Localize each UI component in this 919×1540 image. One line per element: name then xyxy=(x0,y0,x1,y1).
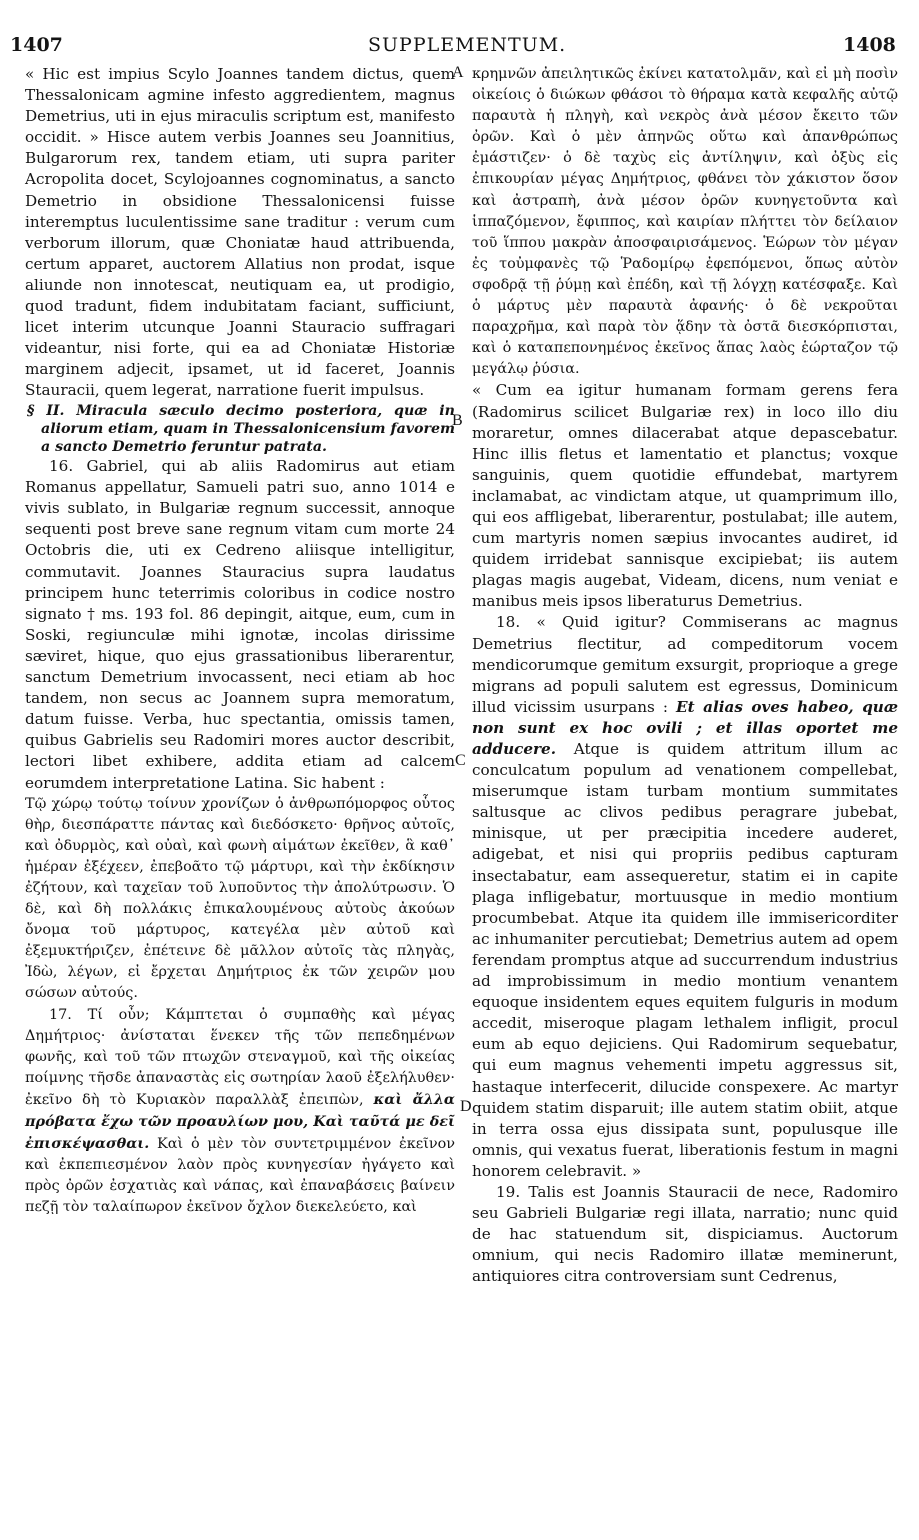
page-number-left: 1407 xyxy=(10,34,63,56)
paragraph-19: 19. Talis est Joannis Stauracii de nece, Radomiro seu Gabrieli Bulgariæ regi illata, narratio; nunc quid de hac statuendum sit, dispiciamus. Auctorum omnium, qui necis Radomiro illatæ meminerunt, antiquiores citra controversiam sunt Cedrenus, xyxy=(472,1182,898,1286)
page-number-right: 1408 xyxy=(843,34,896,56)
paragraph-16: 16. Gabriel, qui ab aliis Radomirus aut etiam Romanus appellatur, Samueli patri suo, anno 1014 e vivis sublato, in Bulgariæ regnum successit, annoque sequenti post breve sane regnum vitam cum morte 24 Octobris die, uti ex Cedreno aliisque intelligitur, commutavit. Joannes Stauracius supra laudatus principem hunc teterrimis coloribus in codice nostro signato † ms. 193 fol. 86 depingit, aitque, eum, cum in Soski, regiunculæ mihi ignotæ, incolas dirissime sæviret, hique, quo ejus grassationibus liberarentur, sanctum Demetrium invocassent, neci etiam ab hoc tandem, non secus ac Joannem supra memoratum, datum fuisse. Verba, huc spectantia, omissis tamen, quibus Gabrielis seu Radomiri mores auctor describit, lectori libet exhibere, addita etiam ad calcem eorumdem interpretatione Latina. Sic habent : xyxy=(25,457,455,792)
margin-marker-b: B xyxy=(452,412,463,429)
section-heading: § II. Miracula sæculo decimo posteriora, quæ in aliorum etiam, quam in Thessalonicensium favorem a sancto Demetrio feruntur patrata. xyxy=(27,402,456,455)
left-column xyxy=(25,64,455,1218)
paragraph-18 xyxy=(472,612,898,1182)
paragraph-latin-translation: « Cum ea igitur humanam formam gerens fera (Radomirus scilicet Bulgariæ rex) in loco illo diu moraretur, omnes dilacerabat atque depascebatur. Hinc illis fletus et lamentatio et planctus; voxque sanguinis, quem quotidie effundebat, martyrem inclamabat, ac vindictam atque, ut quamprimum illo, qui eos affligebat, liberarentur, postulabat; ille autem, cum martyris nomen sæpius invocantes audiret, id quidem irridebat sannisque excipiebat; iis autem plagas magis augebat, Videam, dicens, num veniat e manibus meis ipsos liberaturus Demetrius. xyxy=(472,381,898,611)
margin-marker-d: D xyxy=(460,1098,472,1115)
paragraph-18-text-a: 18. « Quid igitur? Commiserans ac magnus Demetrius flectitur, ad compeditorum vocem mendicorumque gemitum exsurgit, proprioque a grege migrans ad populi salutem est egressus, Dominicum illud vicissim usurpans : xyxy=(472,613,898,716)
right-column xyxy=(472,64,898,1287)
paragraph-intro: « Hic est impius Scylo Joannes tandem dictus, quem Thessalonicam agmine infesto aggredientem, magnus Demetrius, uti in ejus miraculis scriptum est, manifesto occidit. » Hisce autem verbis Joannes seu Joannitius, Bulgarorum rex, tandem etiam, uti supra pariter Acropolita docet, Scylojoannes cognominatus, a sancto Demetrio in obsidione Thessalonicensi fuisse interemptus luculentissime sane traditur : verum cum verborum illorum, quæ Choniatæ haud attribuenda, certum apparet, auctorem Allatius non prodat, isque aliunde non innotescat, neutiquam ea, ut prodigio, quod tradunt, fidem indubitatam faciant, sufficiunt, licet interim utcunque Joanni Stauracio suffragari videantur, nisi forte, qui ea ad Choniatæ Historiæ marginem adjecit, ipsamet, ut id faceret, Joannis Stauracii, quem legerat, narratione fuerit impulsus. xyxy=(25,65,455,400)
page-header xyxy=(0,0,919,56)
paragraph-17-text-a: 17. Τί οὖν; Κάμπτεται ὁ συμπαθὴς καὶ μέγας Δημήτριος· ἀνίσταται ἕνεκεν τῆς τῶν πεπεδημένων φωνῆς, καὶ τοῦ τῶν πτωχῶν στεναγμοῦ, καὶ τῆς οἰκείας ποίμνης τῆσδε ἀπαναστὰς εἰς σωτηρίαν λαοῦ ἐξελήλυθεν· ἐκεῖνο δὴ τὸ Κυριακὸν παραλλὰξ ἐπειπὼν, xyxy=(25,1006,455,1108)
margin-marker-a: A xyxy=(452,64,464,81)
paragraph-18-quote: Et alias oves habeo, quæ non sunt ex hoc ovili ; et illas oportet me adducere. xyxy=(472,697,899,758)
paragraph-17-text-b: Καὶ ὁ μὲν τὸν συντετριμμένον ἐκεῖνον καὶ ἐκπεπιεσμένον λαὸν πρὸς κυνηγεσίαν ἠγάγετο καὶ πρὸς ὀρῶν ἐσχατιὰς καὶ νάπας, καὶ ἐπαναβάσεις βαίνειν πεζῇ τὸν ταλαίπωρον ἐκεῖνον ὄχλον διεκελεύετο, καὶ xyxy=(25,1136,455,1216)
paragraph-16-greek: Τῷ χώρῳ τούτῳ τοίνυν χρονίζων ὁ ἀνθρωπόμορφος οὗτος θὴρ, διεσπάραττε πάντας καὶ διεδόσκετο· θρῆνος αὐτοῖς, καὶ ὀδυρμὸς, καὶ οὐαὶ, καὶ φωνὴ αἱμάτων ἐκεῖθεν, ἃ καθ᾽ ἡμέραν ἐξέχεεν, ἐπεβοᾶτο τῷ μάρτυρι, καὶ τὴν ἐκδίκησιν ἐζήτουν, καὶ ταχεῖαν τοῦ λυποῦντος τὴν ἀπολύτρωσιν. Ὁ δὲ, καὶ δὴ πολλάκις ἐπικαλουμένους αὐτοὺς ἀκούων ὄνομα τοῦ μάρτυρος, κατεγέλα μὲν αὐτοῦ καὶ ἐξεμυκτήριζεν, ἐπέτεινε δὲ μᾶλλον αὐτοῖς τὰς πληγὰς, Ἰδὼ, λέγων, εἰ ἔρχεται Δημήτριος ἐκ τῶν χειρῶν μου σώσων αὐτούς. xyxy=(25,795,455,1002)
running-title: SUPPLEMENTUM. xyxy=(368,34,567,56)
margin-marker-c: C xyxy=(455,752,466,769)
paragraph-18-text-b: Atque is quidem attritum illum ac conculcatum populum ad venationem compellebat, miserumque istam turbam montium summitates saltusque ac clivos pedibus peragrare jubebat, minisque, ut per præcipitia incedere auderet, adigebat, et nisi qui propriis pedibus capturam insectabatur, eam assequeretur, statim ei in capite plaga infligebatur, mortuusque in medio montium procumbebat. Atque ita quidem ille immisericorditer ac inhumaniter percutiebat; Demetrius autem ad opem ferendam promptus atque ad succurrendum industrius ad improbissimum in medio montium venantem equoque insidentem eques equitem fulguris in modum accedit, miseroque plagam lethalem infligit, procul eum ab equo dejiciens. Qui Radomirum sequebatur, qui eum magnus vehementi impetu aggressus sit, hastaque interfecerit, dilucide conspexere. Ac martyr quidem statim disparuit; ille autem statim obiit, atque in terra ossa ejus dissipata sunt, populusque ille omnis, qui vexatus fuerat, liberationis festum in magni honorem celebravit. » xyxy=(472,740,898,1180)
paragraph-greek-continued: κρημνῶν ἀπειλητικῶς ἐκίνει κατατολμᾶν, καὶ εἰ μὴ ποσὶν οἰκείοις ὁ διώκων φθάσοι τὸ θήραμα κατὰ κεφαλῆς αὐτῷ παραυτὰ ἡ πληγὴ, καὶ νεκρὸς ἀνὰ μέσον ἔκειτο τῶν ὀρῶν. Καὶ ὁ μὲν ἀπηνῶς οὕτω καὶ ἀπανθρώπως ἐμάστιζεν· ὁ δὲ ταχὺς εἰς ἀντίληψιν, καὶ ὀξὺς εἰς ἐπικουρίαν μέγας Δημήτριος, φθάνει τὸν χάκιστον ὅσον καὶ ἀστραπὴ, ἀνὰ μέσον ὀρῶν κυνηγετοῦντα καὶ ἱππαζόμενον, ἔφιππος, καὶ καιρίαν πλήττει τὸν δείλαιον τοῦ ἵππου μακρὰν ἀποσφαιρισάμενος. Ἑώρων τὸν μέγαν ἐς τοὐμφανὲς τῷ Ῥαδομίρῳ ἐφεπόμενοι, ὅπως αὐτὸν σφοδρᾷ τῇ ῥύμῃ καὶ ἐπέδη, καὶ τῇ λόγχῃ κατέσφαξε. Καὶ ὁ μάρτυς μὲν παραυτὰ ἀφανής· ὁ δὲ νεκροῦται παραχρῆμα, καὶ παρὰ τὸν ᾅδην τὰ ὀστᾶ διεσκόρπισται, καὶ ὁ καταπεπονημένος ἐκεῖνος ἅπας λαὸς ἑώρταζον τῷ μεγάλῳ ῥύσια. xyxy=(472,66,898,378)
paragraph-17-quote: καὶ ἄλλα πρόβατα ἔχω τῶν προαυλίων μου, Καὶ ταῦτά με δεῖ ἐπισκέψασθαι. xyxy=(25,1090,456,1153)
paragraph-17 xyxy=(25,1005,455,1219)
